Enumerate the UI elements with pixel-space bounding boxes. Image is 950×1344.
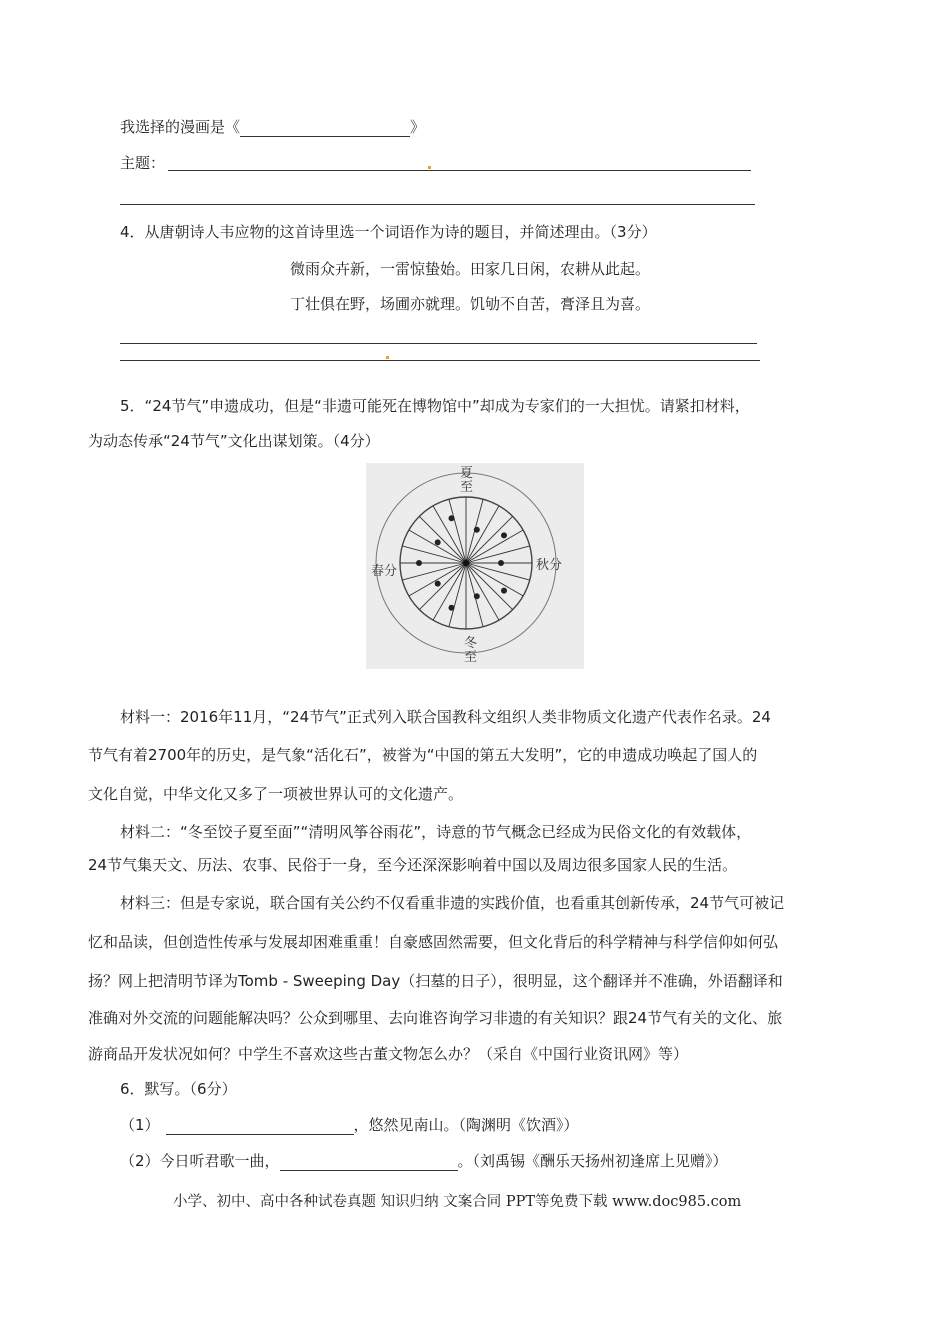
diagram-dot bbox=[416, 560, 422, 566]
scan-mark bbox=[386, 356, 389, 359]
q5-prompt-line1: 5．“24节气”申遗成功，但是“非遗可能死在博物馆中”却成为专家们的一大担忧。请紧扣材料， bbox=[120, 397, 750, 415]
q4-poem-line1: 微雨众卉新，一雷惊蛰始。田家几日闲，农耕从此起。 bbox=[290, 260, 651, 278]
q6-item2-blank[interactable] bbox=[280, 1153, 458, 1171]
material2-line1: 材料二：“冬至饺子夏至面”“清明风筝谷雨花”，诗意的节气概念已经成为民俗文化的有效载体， bbox=[120, 823, 752, 841]
material3-line1: 材料三：但是专家说，联合国有关公约不仅看重非遗的实践价值，也看重其创新传承，24节气可被记 bbox=[120, 894, 785, 912]
q6-prompt: 6．默写。（6分） bbox=[120, 1080, 237, 1098]
diagram-label-winter-solstice: 至 bbox=[464, 650, 478, 665]
scan-mark bbox=[428, 166, 431, 169]
comic-choice-prefix: 我选择的漫画是《 bbox=[120, 118, 241, 136]
diagram-label-summer: 夏 bbox=[460, 466, 474, 481]
diagram-dot bbox=[474, 593, 480, 599]
q5-prompt-line2: 为动态传承“24节气”文化出谋划策。（4分） bbox=[88, 432, 380, 450]
page-footer: 小学、初中、高中各种试卷真题 知识归纳 文案合同 PPT等免费下载 www.doc985.com bbox=[173, 1194, 742, 1210]
q6-item2-prefix: （2）今日听君歌一曲， bbox=[120, 1152, 280, 1170]
q6-item1-blank[interactable] bbox=[166, 1117, 354, 1135]
diagram-label-solstice: 至 bbox=[460, 480, 474, 495]
material3-line2: 忆和品读，但创造性传承与发展却困难重重！自豪感固然需要，但文化背后的科学精神与科学信仰如何弘 bbox=[88, 933, 779, 951]
q4-answer-blank-2[interactable] bbox=[120, 360, 760, 361]
material1-line1: 材料一：2016年11月，“24节气”正式列入联合国教科文组织人类非物质文化遗产代表作名录。24 bbox=[120, 708, 771, 726]
material3-line3: 扬？网上把清明节译为Tomb - Sweeping Day（扫墓的日子），很明显，这个翻译并不准确，外语翻译和 bbox=[88, 972, 783, 990]
theme-label: 主题： bbox=[120, 154, 166, 172]
comic-choice-line bbox=[120, 117, 425, 137]
diagram-dot bbox=[498, 560, 504, 566]
diagram-label-spring: 春分 bbox=[371, 564, 398, 579]
material2-line2: 24节气集天文、历法、农事、民俗于一身，至今还深深影响着中国以及周边很多国家人民的生活。 bbox=[88, 856, 738, 874]
q4-prompt: 4．从唐朝诗人韦应物的这首诗里选一个词语作为诗的题目，并简述理由。（3分） bbox=[120, 223, 657, 241]
diagram-dot bbox=[501, 532, 507, 538]
q4-answer-blank-1[interactable] bbox=[120, 343, 757, 344]
diagram-dot bbox=[474, 527, 480, 533]
theme-blank-2[interactable] bbox=[120, 204, 755, 205]
theme-blank-1[interactable] bbox=[168, 170, 751, 171]
q4-poem-line2: 丁壮俱在野，场圃亦就理。饥劬不自苦，膏泽且为喜。 bbox=[290, 295, 651, 313]
solar-terms-wheel bbox=[366, 463, 584, 669]
diagram-dot bbox=[435, 539, 441, 545]
material1-line3: 文化自觉，中华文化又多了一项被世界认可的文化遗产。 bbox=[88, 785, 464, 803]
q6-item1 bbox=[120, 1115, 579, 1135]
q6-item2 bbox=[120, 1151, 728, 1171]
material3-line5: 游商品开发状况如何？中学生不喜欢这些古董文物怎么办？（采自《中国行业资讯网》等） bbox=[88, 1045, 689, 1063]
diagram-label-winter: 冬 bbox=[464, 636, 478, 651]
diagram-dot bbox=[501, 588, 507, 594]
material1-line2: 节气有着2700年的历史，是气象“活化石”，被誉为“中国的第五大发明”，它的申遗成功唤起了国人的 bbox=[88, 746, 758, 764]
diagram-dot bbox=[449, 605, 455, 611]
diagram-dot bbox=[435, 581, 441, 587]
comic-choice-suffix: 》 bbox=[410, 118, 426, 136]
diagram-label-autumn: 秋分 bbox=[536, 558, 563, 573]
material3-line4: 准确对外交流的问题能解决吗？公众到哪里、去向谁咨询学习非遗的有关知识？跟24节气有关的文化、旅 bbox=[88, 1009, 783, 1027]
diagram-dot bbox=[449, 515, 455, 521]
solar-terms-diagram bbox=[366, 463, 584, 669]
q6-item1-number: （1） bbox=[120, 1116, 160, 1134]
q6-item2-suffix: 。（刘禹锡《酬乐天扬州初逢席上见赠》） bbox=[457, 1152, 728, 1170]
comic-choice-blank[interactable] bbox=[240, 119, 410, 137]
q6-item1-text: ，悠然见南山。（陶渊明《饮酒》） bbox=[353, 1116, 579, 1134]
